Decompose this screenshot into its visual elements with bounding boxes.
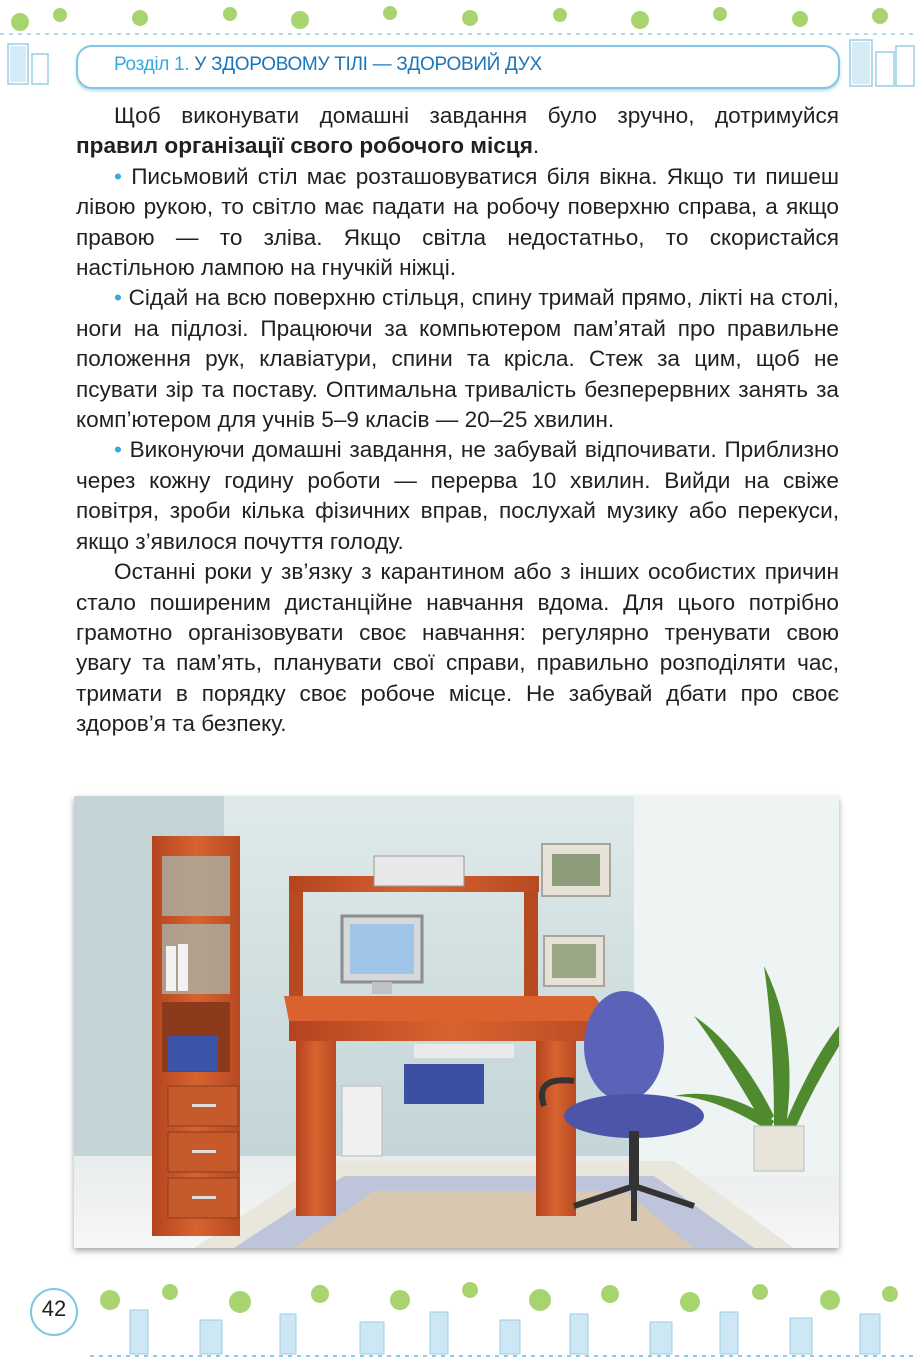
bullet-icon: •: [114, 163, 122, 189]
workplace-photo: [74, 796, 839, 1248]
bullet-text-rest: Виконуючи домашні завдання, не забувай відпочивати. Приблизно через кожну годину роботи — перерва 10 хвилин. Вийди на свіже повітря, зроби кілька фізичних вправ, послухай музику або перекуси, якщо з’явилося почуття голоду.: [76, 437, 840, 554]
paragraph-distance-learning: Останні роки у зв’язку з карантином або з інших особистих причин стало поширеним дистанційне навчання вдома. Для цього потрібно грамотно організовувати своє навчання: регулярно тренувати свою увагу та пам’ять, планувати свої справи, правильно розподіляти час, тримати в порядку своє робоче місце. Не забувай дбати про своє здоров’я та безпеку.: [76, 559, 839, 737]
paragraph-intro: [76, 101, 839, 162]
intro-text-end: .: [532, 133, 540, 159]
bullet-text-posture: Сідай на всю поверхню стільця, спину тримай прямо, лікті на столі, ноги на підлозі. Працюючи за компьютером пам’ятай про правильне положення рук, клавіатури, спини та крісла. Стеж за цим, щоб не псувати зір та поставу. Оптимальна тривалість безперервних занять за комп’ютером для учнів 5–9 класів — 20–25 хвилин.: [76, 285, 840, 433]
section-label: Розділ 1.: [114, 54, 190, 75]
bottom-decorative-border: [0, 1270, 918, 1360]
running-header: [114, 54, 542, 76]
bullet-paragraph-rest: [76, 435, 839, 557]
bullet-text-desk: Письмовий стіл має розташовуватися біля вікна. Якщо ти пишеш лівою рукою, то світло має падати на робочу поверхню справа, а якщо правою — то зліва. Якщо світла недостатньо, то скористайся настільною лампою на гнучкій ніжці.: [76, 163, 840, 281]
page-number: 42: [41, 1296, 67, 1321]
intro-text: Щоб виконувати домашні завдання було зручно, дотримуйся: [114, 103, 839, 128]
bullet-paragraph-desk: [76, 162, 839, 284]
bullet-icon: •: [114, 437, 122, 463]
bullet-icon: •: [114, 285, 122, 311]
intro-bold-text: правил організації свого робочого місця: [76, 133, 533, 159]
chapter-title: У ЗДОРОВОМУ ТІЛІ — ЗДОРОВИЙ ДУХ: [194, 54, 542, 75]
body-text: [76, 101, 839, 740]
bullet-paragraph-posture: [76, 283, 839, 435]
